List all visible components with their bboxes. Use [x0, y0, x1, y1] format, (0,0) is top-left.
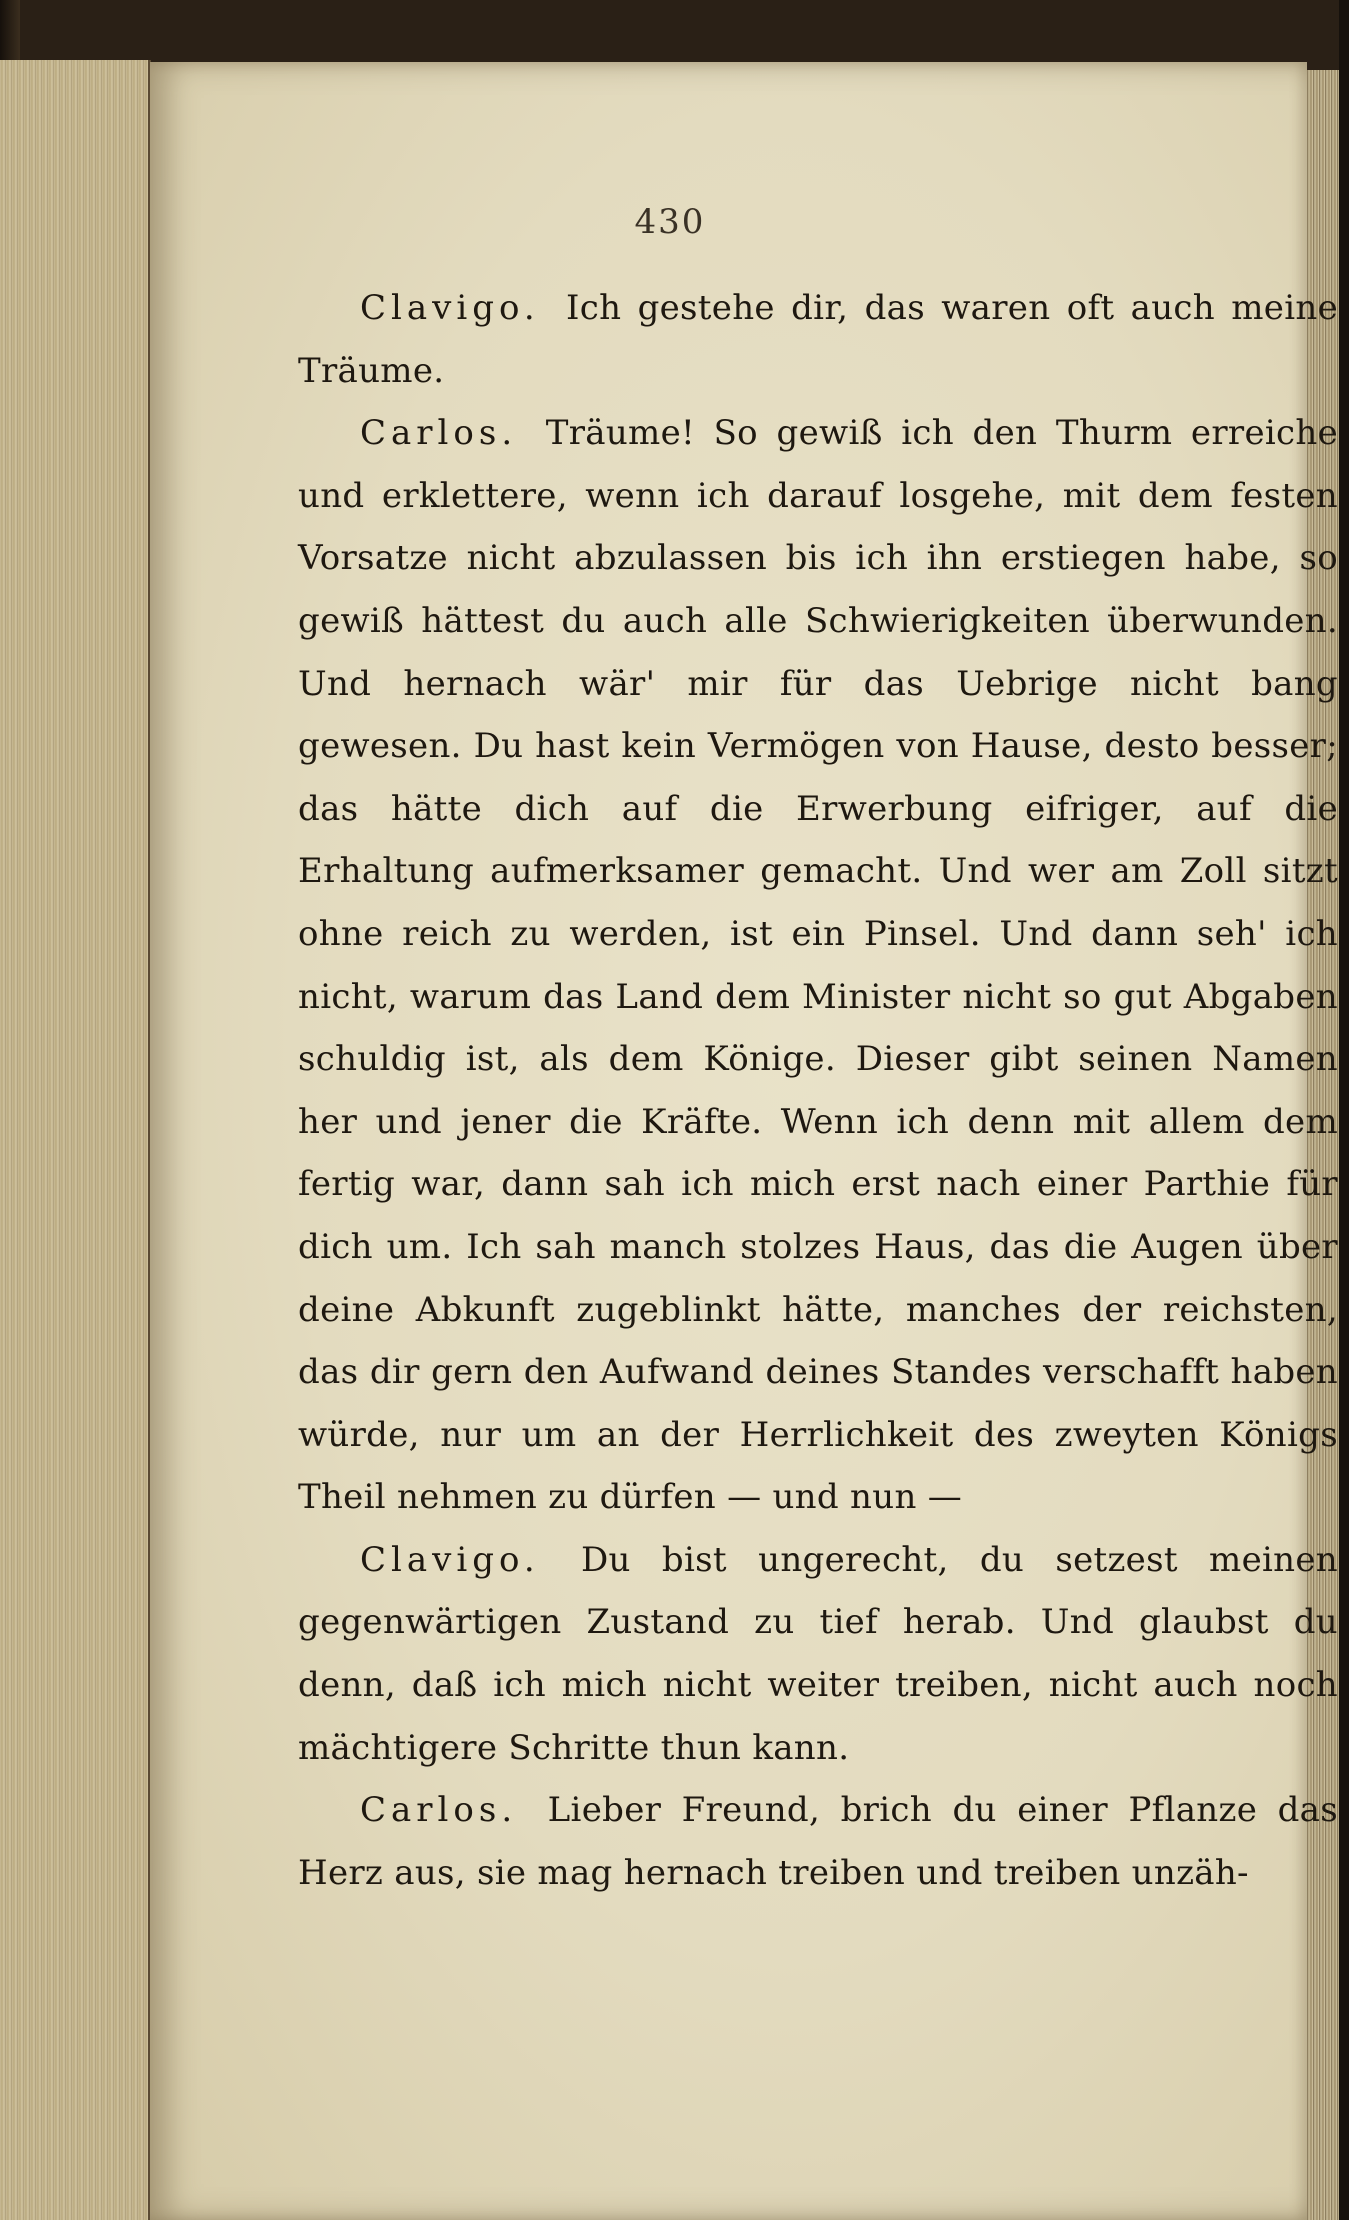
speaker-name: Clavigo. [360, 1539, 540, 1580]
book-cover-right [1339, 0, 1349, 2220]
speaker-name: Carlos. [360, 1790, 518, 1831]
left-page-edges [0, 60, 151, 2220]
book-page [150, 62, 1339, 2220]
speaker-name: Clavigo. [360, 288, 540, 328]
dialogue-paragraph [298, 1529, 1338, 1779]
dialogue-text: Lieber Freund, brich du einer Pflanze das Herz aus, sie mag hernach treiben und treiben unzäh- [298, 1790, 1338, 1893]
dialogue-text: Träume! So gewiß ich den Thurm erreiche und erklettere, wenn ich darauf losgehe, mit dem festen Vorsatze nicht abzulassen bis ich ihn erstiegen habe, so gewiß hättest du auch alle Schwierigkeiten überwunden. Und hernach wär' mir für das Uebrige nicht bang gewesen. Du hast kein Vermögen von Hause, desto besser; das hätte dich auf die Erwerbung eifriger, auf die Erhaltung aufmerksamer gemacht. Und wer am Zoll sitzt ohne reich zu werden, ist ein Pinsel. Und dann seh' ich nicht, warum das Land dem Minister nicht so gut Abgaben schuldig ist, als dem Könige. Dieser gibt seinen Namen her und jener die Kräfte. Wenn ich denn mit allem dem fertig war, dann sah ich mich erst nach einer Parthie für dich um. Ich sah manch stolzes Haus, das die Augen über deine Abkunft zugeblinkt hätte, manches der reichsten, das dir gern den Aufwand deines Standes verschafft haben würde, nur um an der Herrlichkeit des zweyten Königs Theil nehmen zu dürfen — und nun — [298, 413, 1338, 1518]
dialogue-paragraph [298, 1779, 1338, 1904]
speaker-name: Carlos. [360, 413, 518, 454]
dialogue-text: Ich gestehe dir, das waren oft auch meine Träume. [298, 288, 1338, 391]
dialogue-paragraph [298, 277, 1338, 402]
dialogue-text: Du bist ungerecht, du setzest meinen gegenwärtigen Zustand zu tief herab. Und glaubst du denn, daß ich mich nicht weiter treiben, nicht auch noch mächtigere Schritte thun kann. [298, 1539, 1339, 1768]
dialogue-paragraph [298, 402, 1338, 1529]
page-text [298, 277, 1338, 1904]
page-number: 430 [634, 202, 706, 242]
